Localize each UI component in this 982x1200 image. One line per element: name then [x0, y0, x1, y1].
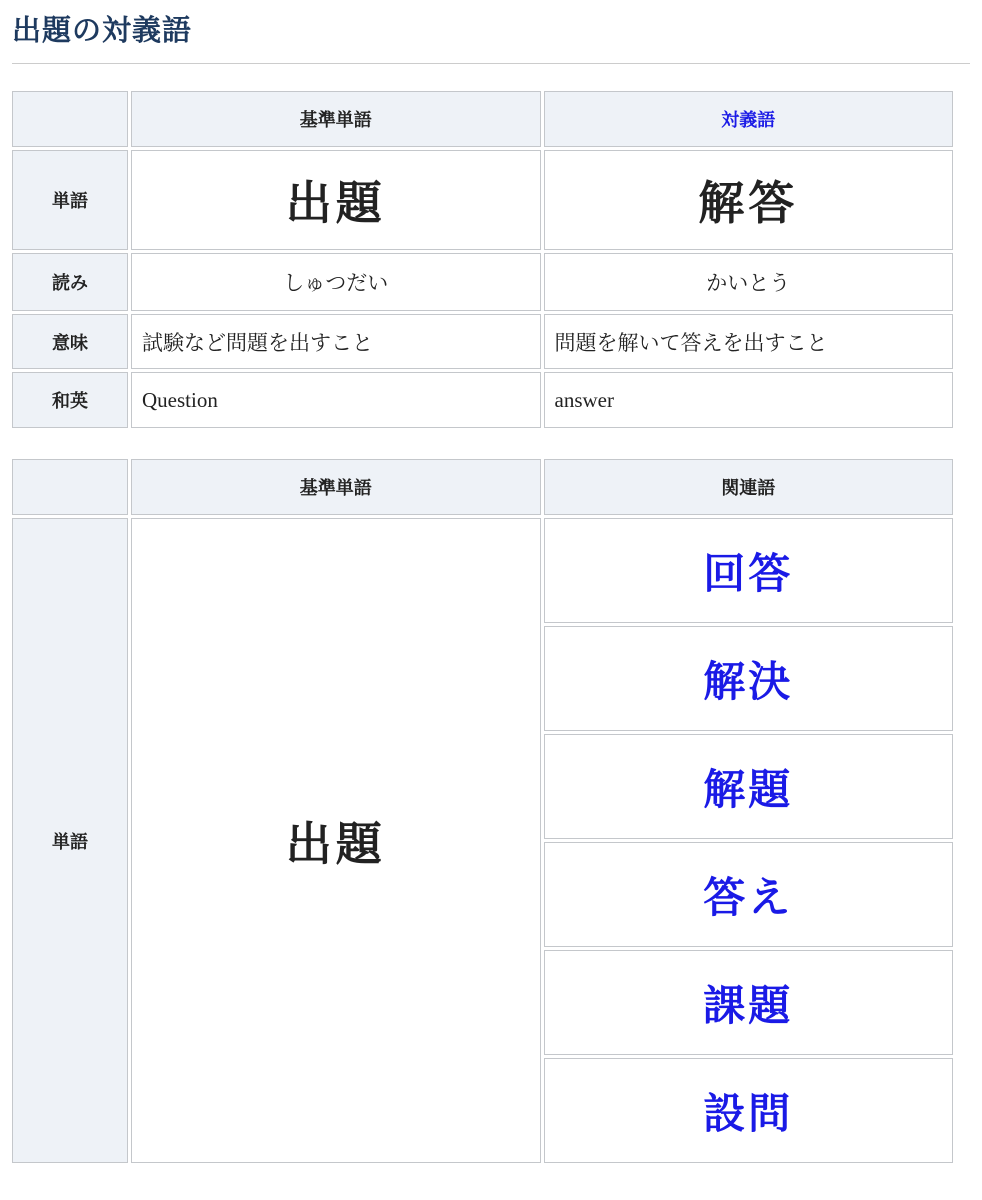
header-antonym — [544, 91, 954, 147]
related-header-base-word: 基準単語 — [131, 459, 541, 515]
related-word-link[interactable]: 設問 — [703, 1091, 794, 1138]
page-title: 出題の対義語 — [12, 15, 193, 47]
antonym-word-cell: 解答 — [544, 150, 954, 250]
antonym-translation-cell: answer — [544, 372, 954, 428]
related-word-cell — [544, 734, 954, 839]
base-translation-cell: Question — [131, 372, 541, 428]
title-divider — [12, 63, 970, 64]
related-header-blank-cell — [12, 459, 128, 515]
row-label-translation: 和英 — [12, 372, 128, 428]
related-word-link[interactable]: 解決 — [703, 659, 794, 706]
related-word-link[interactable]: 課題 — [703, 983, 794, 1030]
antonym-header-link[interactable]: 対義語 — [721, 110, 776, 130]
row-label-word: 単語 — [12, 150, 128, 250]
row-label-reading: 読み — [12, 253, 128, 311]
related-word-cell — [544, 842, 954, 947]
base-reading-cell: しゅつだい — [131, 253, 541, 311]
related-word-link[interactable]: 回答 — [703, 551, 794, 598]
related-word-cell — [544, 1058, 954, 1163]
meaning-row — [12, 314, 953, 369]
related-word-link[interactable]: 解題 — [703, 767, 794, 814]
reading-row — [12, 253, 953, 311]
related-table-header-row — [12, 459, 953, 515]
related-word-cell — [544, 950, 954, 1055]
related-table — [9, 456, 956, 1166]
antonym-table-header-row — [12, 91, 953, 147]
base-word-cell: 出題 — [131, 150, 541, 250]
related-word-link[interactable]: 答え — [703, 875, 794, 922]
antonym-meaning-cell: 問題を解いて答えを出すこと — [544, 314, 954, 369]
translation-row — [12, 372, 953, 428]
antonym-reading-cell: かいとう — [544, 253, 954, 311]
base-meaning-cell: 試験など問題を出すこと — [131, 314, 541, 369]
related-row-1 — [12, 518, 953, 623]
related-base-word-cell: 出題 — [131, 518, 541, 1163]
related-row-label-word: 単語 — [12, 518, 128, 1163]
related-word-cell — [544, 626, 954, 731]
antonym-table — [9, 88, 956, 431]
related-word-cell — [544, 518, 954, 623]
word-row — [12, 150, 953, 250]
row-label-meaning: 意味 — [12, 314, 128, 369]
header-blank-cell — [12, 91, 128, 147]
header-base-word: 基準単語 — [131, 91, 541, 147]
related-header-related: 関連語 — [544, 459, 954, 515]
